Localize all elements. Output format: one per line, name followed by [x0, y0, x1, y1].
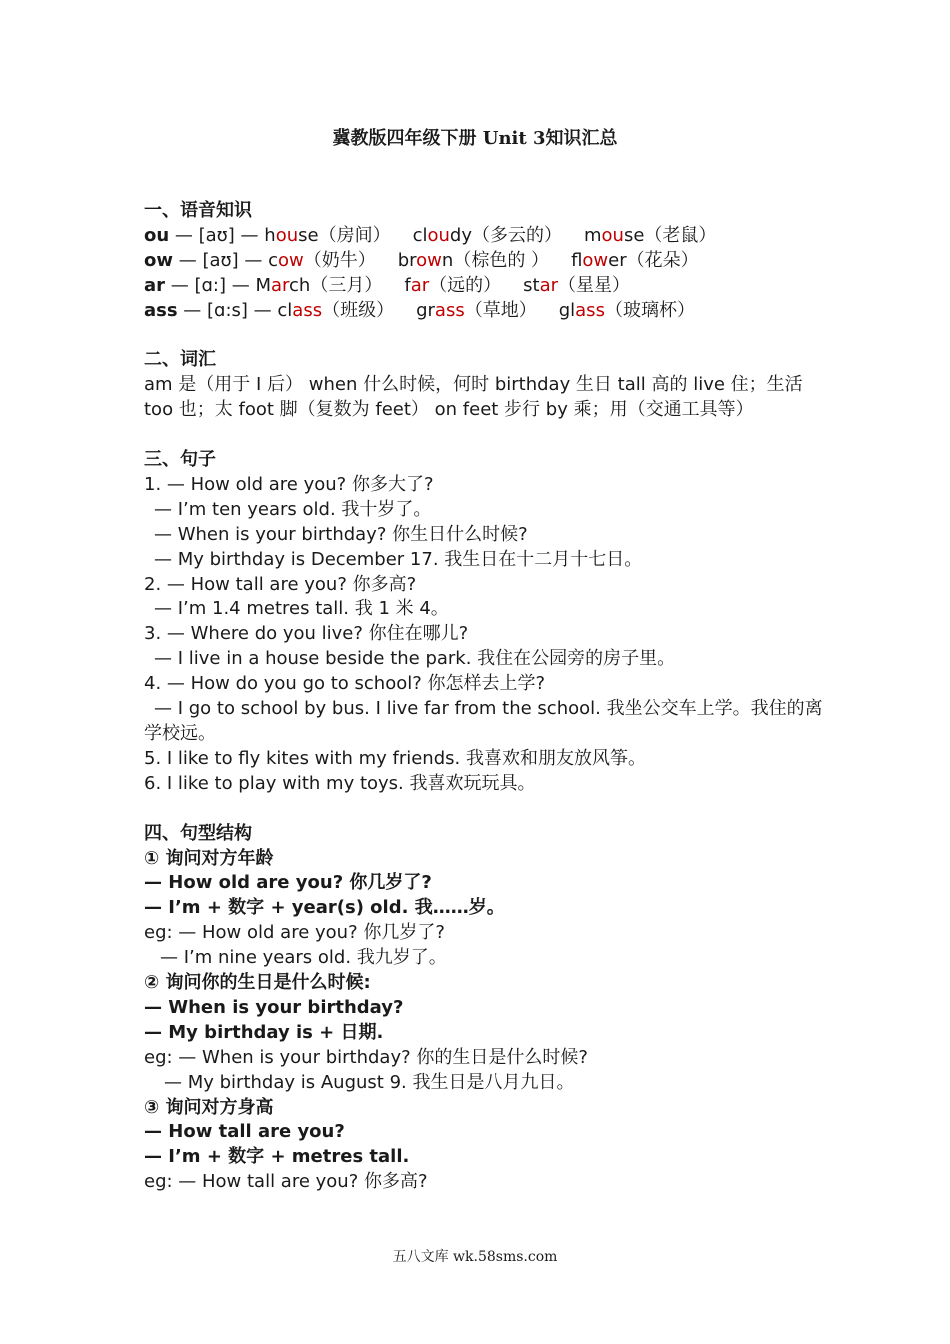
page-title: 冀教版四年级下册 Unit 3知识汇总: [332, 128, 618, 149]
example-line: eg: — How old are you? 你几岁了?: [144, 922, 445, 944]
sentence-line: — I go to school by bus. I live far from the school. 我坐公交车上学。我住的离学校远。: [144, 698, 823, 744]
section-vocab-heading: 二、词汇: [144, 349, 216, 371]
sentence-line: — I’m ten years old. 我十岁了。: [154, 498, 432, 520]
pattern-question: — When is your birthday?: [144, 996, 404, 1018]
phonics-row-ou: ou — [aʊ] — house（房间） cloudy（多云的） mouse（老鼠）: [144, 224, 717, 246]
sentence-line: — When is your birthday? 你生日什么时候?: [154, 523, 528, 545]
sentence-line: 5. I like to fly kites with my friends. 我喜欢和朋友放风筝。: [144, 747, 646, 769]
pattern-title: ③ 询问对方身高: [144, 1096, 274, 1118]
sentence-line: 1. — How old are you? 你多大了?: [144, 473, 434, 495]
pattern-title: ② 询问你的生日是什么时候:: [144, 972, 371, 994]
sentence-line: 3. — Where do you live? 你住在哪儿?: [144, 623, 469, 645]
phonics-row-ass: ass — [ɑ:s] — class（班级） grass（草地） glass（玻璃杯）: [144, 299, 695, 321]
sentence-line: — I live in a house beside the park. 我住在公园旁的房子里。: [154, 648, 676, 670]
example-line: — My birthday is August 9. 我生日是八月九日。: [164, 1071, 575, 1093]
section-phonics-heading: 一、语音知识: [144, 200, 252, 221]
pattern-answer: — My birthday is + 日期.: [144, 1021, 384, 1043]
pattern-question: — How old are you? 你几岁了?: [144, 872, 432, 894]
example-line: eg: — How tall are you? 你多高?: [144, 1171, 428, 1193]
pattern-question: — How tall are you?: [144, 1121, 345, 1143]
section-patterns-heading: 四、句型结构: [144, 822, 252, 844]
phonics-row-ar: ar — [ɑ:] — March（三月） far（远的） star（星星）: [144, 274, 630, 296]
phonics-row-ow: ow — [aʊ] — cow（奶牛） brown（棕色的 ） flower（花朵）: [144, 249, 699, 271]
pattern-answer: — I’m + 数字 + metres tall.: [144, 1146, 410, 1168]
sentence-line: 2. — How tall are you? 你多高?: [144, 573, 417, 595]
pattern-title: ① 询问对方年龄: [144, 847, 274, 869]
sentence-line: 4. — How do you go to school? 你怎样去上学?: [144, 673, 546, 695]
example-line: — I’m nine years old. 我九岁了。: [160, 947, 447, 969]
footer-watermark: 五八文库 wk.58sms.com: [392, 1249, 558, 1265]
vocab-paragraph: am 是（用于 I 后） when 什么时候，何时 birthday 生日 tall 高的 live 住；生活 too 也；太 foot 脚（复数为 feet） on feet 步行 by 乘；用（交通工具等）: [144, 374, 803, 421]
document-body: [144, 199, 824, 1195]
section-sentences-heading: 三、句子: [144, 449, 216, 471]
example-line: eg: — When is your birthday? 你的生日是什么时候?: [144, 1046, 588, 1068]
sentence-line: — I’m 1.4 metres tall. 我 1 米 4。: [154, 598, 449, 620]
pattern-answer: — I’m + 数字 + year(s) old. 我……岁。: [144, 897, 505, 919]
sentence-line: — My birthday is December 17. 我生日在十二月十七日。: [154, 548, 643, 570]
sentence-line: 6. I like to play with my toys. 我喜欢玩玩具。: [144, 772, 536, 794]
